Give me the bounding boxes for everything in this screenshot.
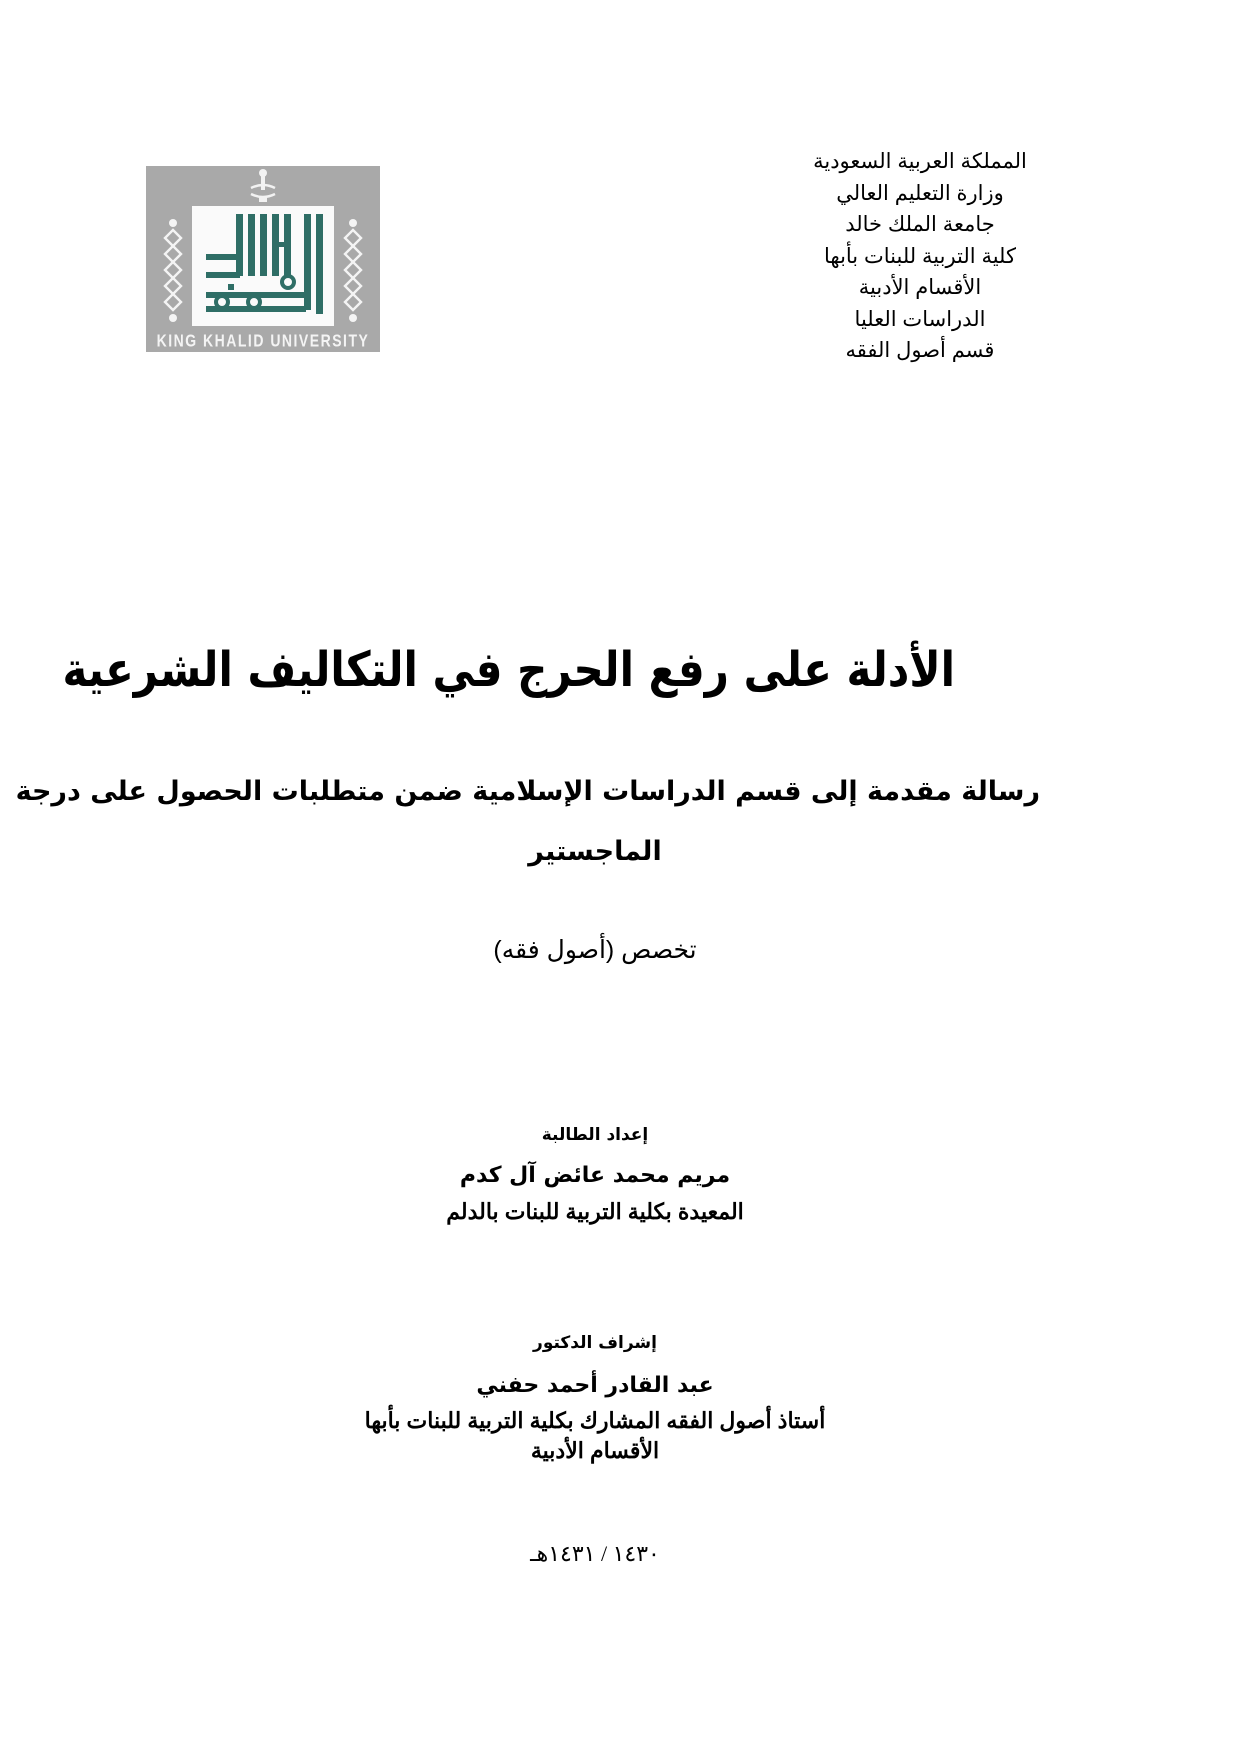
- header-line-ministry: وزارة التعليم العالي: [836, 181, 1004, 205]
- prepared-by-label: إعداد الطالبة: [541, 1125, 649, 1145]
- logo-panel: [192, 206, 334, 326]
- hijri-date: ١٤٣٠ / ١٤٣١هـ: [530, 1541, 660, 1566]
- header-line-departments: الأقسام الأدبية: [858, 276, 982, 299]
- supervisor-name: عبد القادر أحمد حفني: [476, 1373, 714, 1398]
- thesis-subtitle-line2: الماجستير: [528, 836, 662, 867]
- supervisor-title: أستاذ أصول الفقه المشارك بكلية التربية للبنات بأبها: [364, 1408, 826, 1433]
- thesis-title: الأدلة على رفع الحرج في التكاليف الشرعية: [62, 641, 955, 698]
- institution-header: [790, 146, 1050, 367]
- ornament-pillar-left-icon: [162, 218, 184, 326]
- supervisor-department: الأقسام الأدبية: [530, 1438, 660, 1463]
- student-title: المعيدة بكلية التربية للبنات بالدلم: [446, 1199, 744, 1224]
- supervisor-label: إشراف الدكتور: [533, 1333, 657, 1353]
- header-line-department: قسم أصول الفقه: [845, 339, 995, 362]
- student-name: مريم محمد عائض آل كدم: [459, 1163, 731, 1188]
- crest-icon: [250, 168, 276, 204]
- header-line-country: المملكة العربية السعودية: [813, 150, 1027, 173]
- header-line-university: جامعة الملك خالد: [845, 213, 995, 236]
- university-logo: [146, 166, 380, 352]
- header-line-college: كلية التربية للبنات بأبها: [823, 244, 1016, 268]
- logo-caption: KING KHALID UNIVERSITY: [156, 330, 370, 350]
- ornament-pillar-right-icon: [342, 218, 364, 326]
- specialization: تخصص (أصول فقه): [493, 936, 697, 964]
- kufic-calligraphy-icon: [192, 206, 334, 326]
- thesis-subtitle-line1: رسالة مقدمة إلى قسم الدراسات الإسلامية ضمن متطلبات الحصول على درجة: [15, 776, 1040, 807]
- header-line-graduate-studies: الدراسات العليا: [854, 307, 986, 331]
